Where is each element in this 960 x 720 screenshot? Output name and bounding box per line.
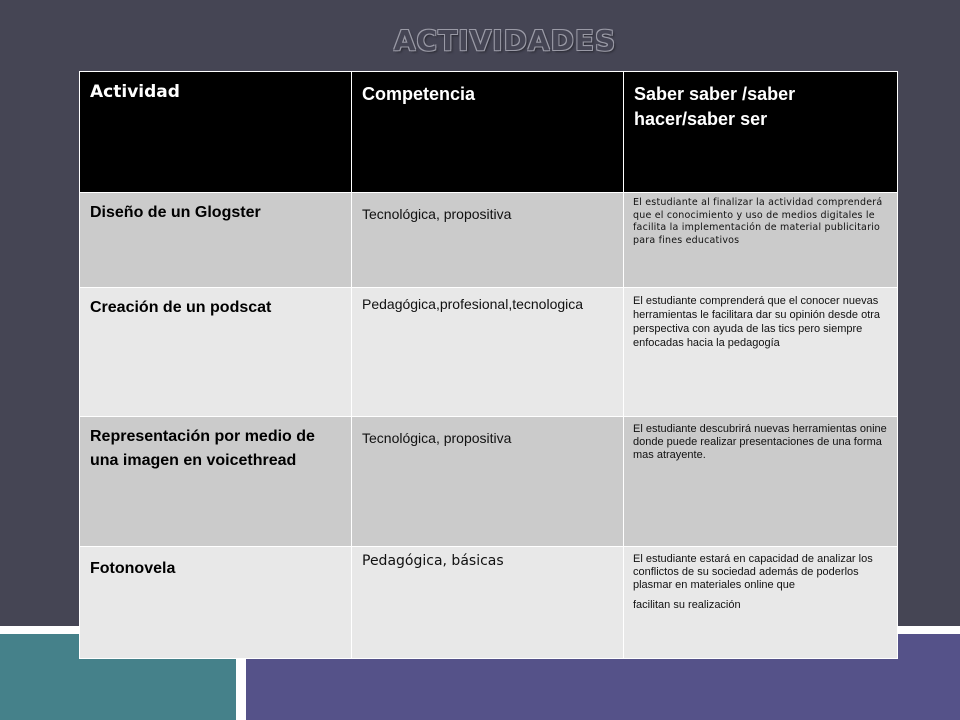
activities-table [79,71,898,659]
cell-actividad: Diseño de un Glogster [80,193,352,288]
cell-competencia: Pedagógica,profesional,tecnologica [352,288,624,417]
cell-actividad: Fotonovela [80,547,352,659]
cell-saber: El estudiante comprenderá que el conocer nuevas herramientas le facilitara dar su opinión desde otra perspectiva con ayuda de las tics pero siempre enfocadas hacia la pedagogía [624,288,898,417]
cell-saber [624,547,898,659]
slide-title: ACTIVIDADES [393,24,617,57]
cell-saber: El estudiante al finalizar la actividad comprenderá que el conocimiento y uso de medios digitales le facilita la implementación de material publicitario para fines educativos [624,193,898,288]
table-row [80,288,898,417]
table-header-row [80,72,898,193]
table-row [80,417,898,547]
cell-saber-extra: facilitan su realización [633,599,741,611]
header-saber: Saber saber /saber hacer/saber ser [624,72,898,193]
cell-actividad: Creación de un podscat [80,288,352,417]
cell-competencia: Tecnológica, propositiva [352,417,624,547]
cell-competencia: Tecnológica, propositiva [352,193,624,288]
header-actividad: Actividad [80,72,352,193]
table-row [80,193,898,288]
header-competencia: Competencia [352,72,624,193]
cell-competencia: Pedagógica, básicas [352,547,624,659]
cell-saber: El estudiante descubrirá nuevas herramientas onine donde puede realizar presentaciones de una forma mas atrayente. [624,417,898,547]
cell-actividad: Representación por medio de una imagen en voicethread [80,417,352,547]
cell-saber-text: El estudiante estará en capacidad de analizar los conflictos de su sociedad además de poderlos plasmar en materiales online que [633,553,873,591]
table-row [80,547,898,659]
